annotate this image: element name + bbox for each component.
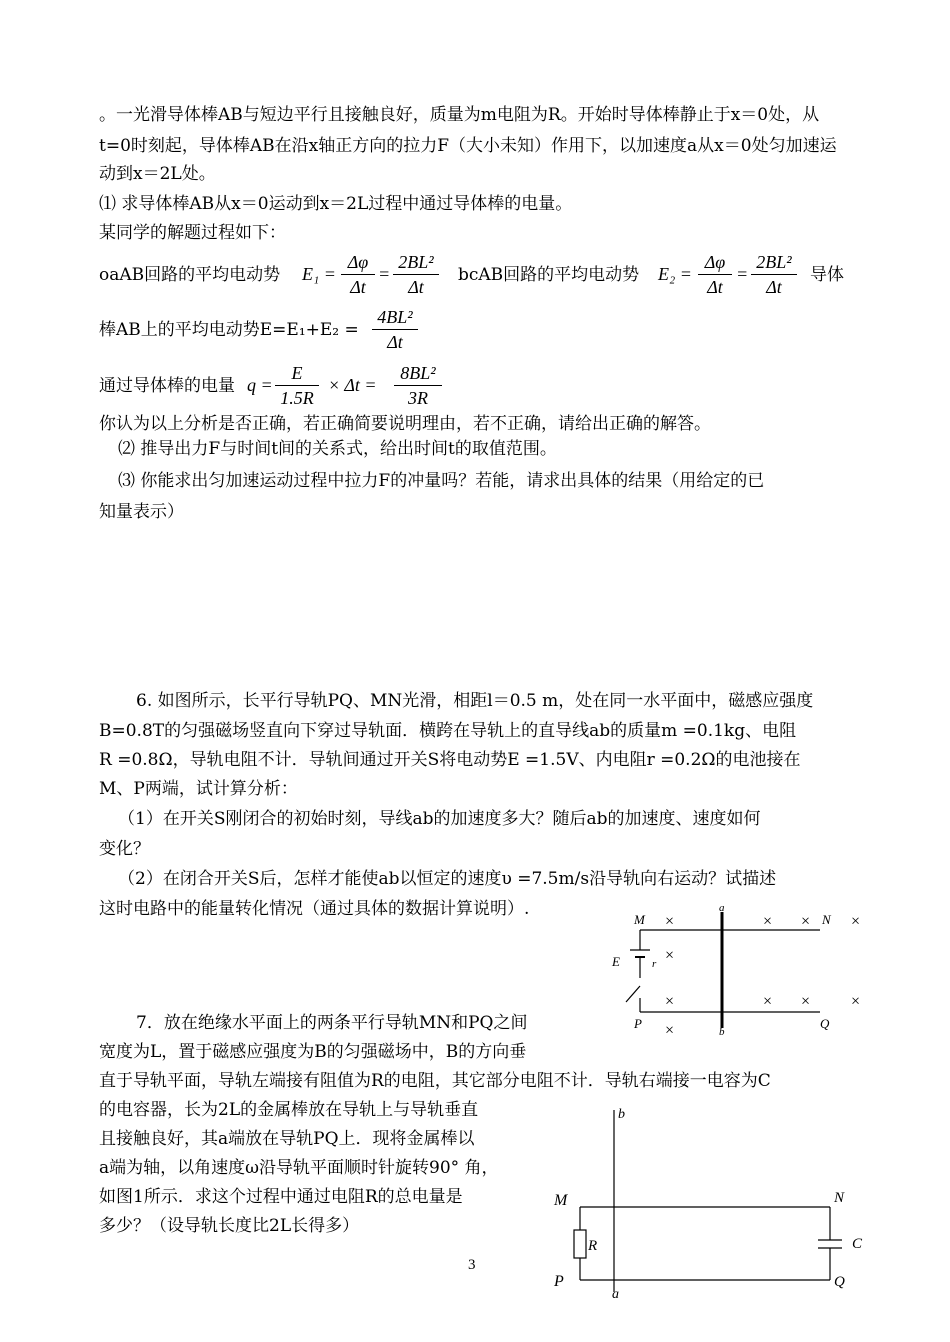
equals-sign: =: [736, 264, 749, 284]
p6-question-2-line1: （2）在闭合开关S后，怎样才能使ab以恒定的速度υ =7.5m/s沿导轨向右运动？试描述: [118, 869, 777, 889]
magnetic-field-cross: ×: [800, 913, 811, 930]
frac-numerator: Δφ: [698, 250, 732, 275]
frac-denominator: 1.5R: [280, 388, 314, 408]
p7-line6: a端为轴，以角速度ω沿导轨平面顺时针旋转90° 角，: [99, 1158, 499, 1178]
p6-line2: B=0.8T的匀强磁场竖直向下穿过导轨面．横跨在导轨上的直导线ab的质量m =0.1kg、电阻: [99, 721, 797, 741]
frac-numerator: E: [275, 361, 319, 386]
p7-line4: 的电容器，长为2L的金属棒放在导轨上与导轨垂直: [99, 1100, 479, 1120]
frac-numerator: 2BL²: [751, 250, 797, 275]
p6-circuit-figure: [600, 900, 880, 1035]
magnetic-field-cross: ×: [850, 993, 861, 1010]
p6-line4: M、P两端，试计算分析：: [99, 779, 298, 799]
label-P: P: [634, 1016, 642, 1031]
label-P: P: [554, 1273, 564, 1290]
p5-eq4-symbol: q =: [247, 375, 273, 395]
label-R: R: [588, 1238, 598, 1254]
magnetic-field-cross: ×: [664, 913, 675, 930]
frac-numerator: Δφ: [341, 250, 375, 275]
frac-denominator: Δt: [707, 277, 723, 297]
equals-sign: =: [378, 264, 391, 284]
p5-eq2-symbol: E₂ =: [658, 264, 692, 284]
p5-line2: t=0时刻起，导体棒AB在沿x轴正方向的拉力F（大小未知）作用下，以加速度a从x＝0处匀加速运: [99, 136, 837, 156]
p5-times-dt: × Δt =: [328, 375, 377, 395]
page-number: 3: [468, 1257, 476, 1273]
p6-line1: 6. 如图所示，长平行导轨PQ、MN光滑，相距l＝0.5 m，处在同一水平面中，磁感应强度: [136, 691, 814, 711]
p5-question-3-line1: ⑶ 你能求出匀加速运动过程中拉力F的冲量吗？若能，请求出具体的结果（用给定的已: [118, 471, 765, 491]
label-E: E: [612, 954, 620, 969]
p7-line7: 如图1所示．求这个过程中通过电阻R的总电量是: [99, 1187, 463, 1207]
label-b: b: [719, 1026, 725, 1035]
frac-numerator: 2BL²: [393, 250, 439, 275]
magnetic-field-cross: ×: [664, 993, 675, 1010]
p5-question-3-line2: 知量表示）: [99, 502, 184, 522]
p5-eq1-symbol: E₁ =: [302, 264, 336, 284]
frac-denominator: Δt: [387, 332, 403, 352]
resistor-R: [574, 1230, 586, 1258]
label-M: M: [634, 912, 645, 927]
p5-eq1-prefix: oaAB回路的平均电动势: [99, 265, 281, 285]
p5-eq4-prefix: 通过导体棒的电量: [99, 376, 235, 396]
frac-denominator: 3R: [408, 388, 428, 408]
p7-circuit-figure: [550, 1100, 870, 1342]
frac-denominator: Δt: [408, 277, 424, 297]
frac-denominator: Δt: [766, 277, 782, 297]
label-N: N: [834, 1190, 845, 1206]
p7-line3: 直于导轨平面，导轨左端接有阻值为R的电阻，其它部分电阻不计．导轨右端接一电容为C: [99, 1071, 771, 1091]
p5-judge: 你认为以上分析是否正确，若正确简要说明理由，若不正确，请给出正确的解答。: [99, 414, 711, 434]
label-b: b: [618, 1107, 625, 1122]
p5-eq-suffix: 导体: [810, 265, 844, 285]
frac-denominator: Δt: [350, 277, 366, 297]
p7-line2: 宽度为L，置于磁感应强度为B的匀强磁场中，B的方向垂: [99, 1042, 527, 1062]
p5-eq2-frac-a: [698, 250, 732, 299]
p7-line5: 且接触良好，其a端放在导轨PQ上．现将金属棒以: [99, 1129, 475, 1149]
switch-blade: [626, 986, 640, 1002]
p5-eq2-frac-b: [751, 250, 797, 299]
frac-numerator: 8BL²: [394, 361, 442, 386]
label-Q: Q: [820, 1016, 830, 1031]
p7-line1: 7．放在绝缘水平面上的两条平行导轨MN和PQ之间: [136, 1013, 528, 1033]
magnetic-field-cross: ×: [762, 993, 773, 1010]
p5-eq1-frac-b: [393, 250, 439, 299]
p6-question-1-line2: 变化？: [99, 839, 150, 859]
label-M: M: [554, 1192, 568, 1209]
p7-line8: 多少？（设导轨长度比2L长得多）: [99, 1216, 360, 1236]
magnetic-field-cross: ×: [800, 993, 811, 1010]
label-C: C: [852, 1236, 863, 1252]
label-N: N: [822, 912, 831, 927]
magnetic-field-cross: ×: [850, 913, 861, 930]
magnetic-field-cross: ×: [664, 947, 675, 964]
label-a: a: [719, 902, 725, 914]
p5-intro: 某同学的解题过程如下：: [99, 223, 286, 243]
p5-question-1: ⑴ 求导体棒AB从x＝0运动到x＝2L过程中通过导体棒的电量。: [99, 194, 573, 214]
p6-question-1-line1: （1）在开关S刚闭合的初始时刻，导线ab的加速度多大？随后ab的加速度、速度如何: [118, 809, 761, 829]
p5-eq3-prefix: 棒AB上的平均电动势E=E₁+E₂ =: [99, 320, 359, 340]
p5-line1: 。一光滑导体棒AB与短边平行且接触良好，质量为m电阻为R。开始时导体棒静止于x＝0处，从: [99, 105, 820, 125]
magnetic-field-cross: ×: [762, 913, 773, 930]
p5-eq4-frac-b: [394, 361, 442, 410]
p5-question-2: ⑵ 推导出力F与时间t间的关系式，给出时间t的取值范围。: [118, 439, 557, 459]
frac-numerator: 4BL²: [372, 305, 418, 330]
p5-eq4-frac-a: [275, 361, 319, 410]
p6-line3: R =0.8Ω，导轨电阻不计．导轨间通过开关S将电动势E =1.5V、内电阻r =0.2Ω的电池接在: [99, 750, 801, 770]
p5-line3: 动到x＝2L处。: [99, 164, 216, 184]
p5-eq3-frac: [372, 305, 418, 354]
p6-question-2-line2: 这时电路中的能量转化情况（通过具体的数据计算说明）.: [99, 899, 530, 919]
label-r: r: [652, 958, 657, 970]
p5-eq1-frac-a: [341, 250, 375, 299]
label-a: a: [612, 1287, 619, 1302]
label-Q: Q: [834, 1274, 845, 1290]
p5-eq2-prefix: bcAB回路的平均电动势: [458, 265, 640, 285]
magnetic-field-cross: ×: [664, 1022, 675, 1035]
